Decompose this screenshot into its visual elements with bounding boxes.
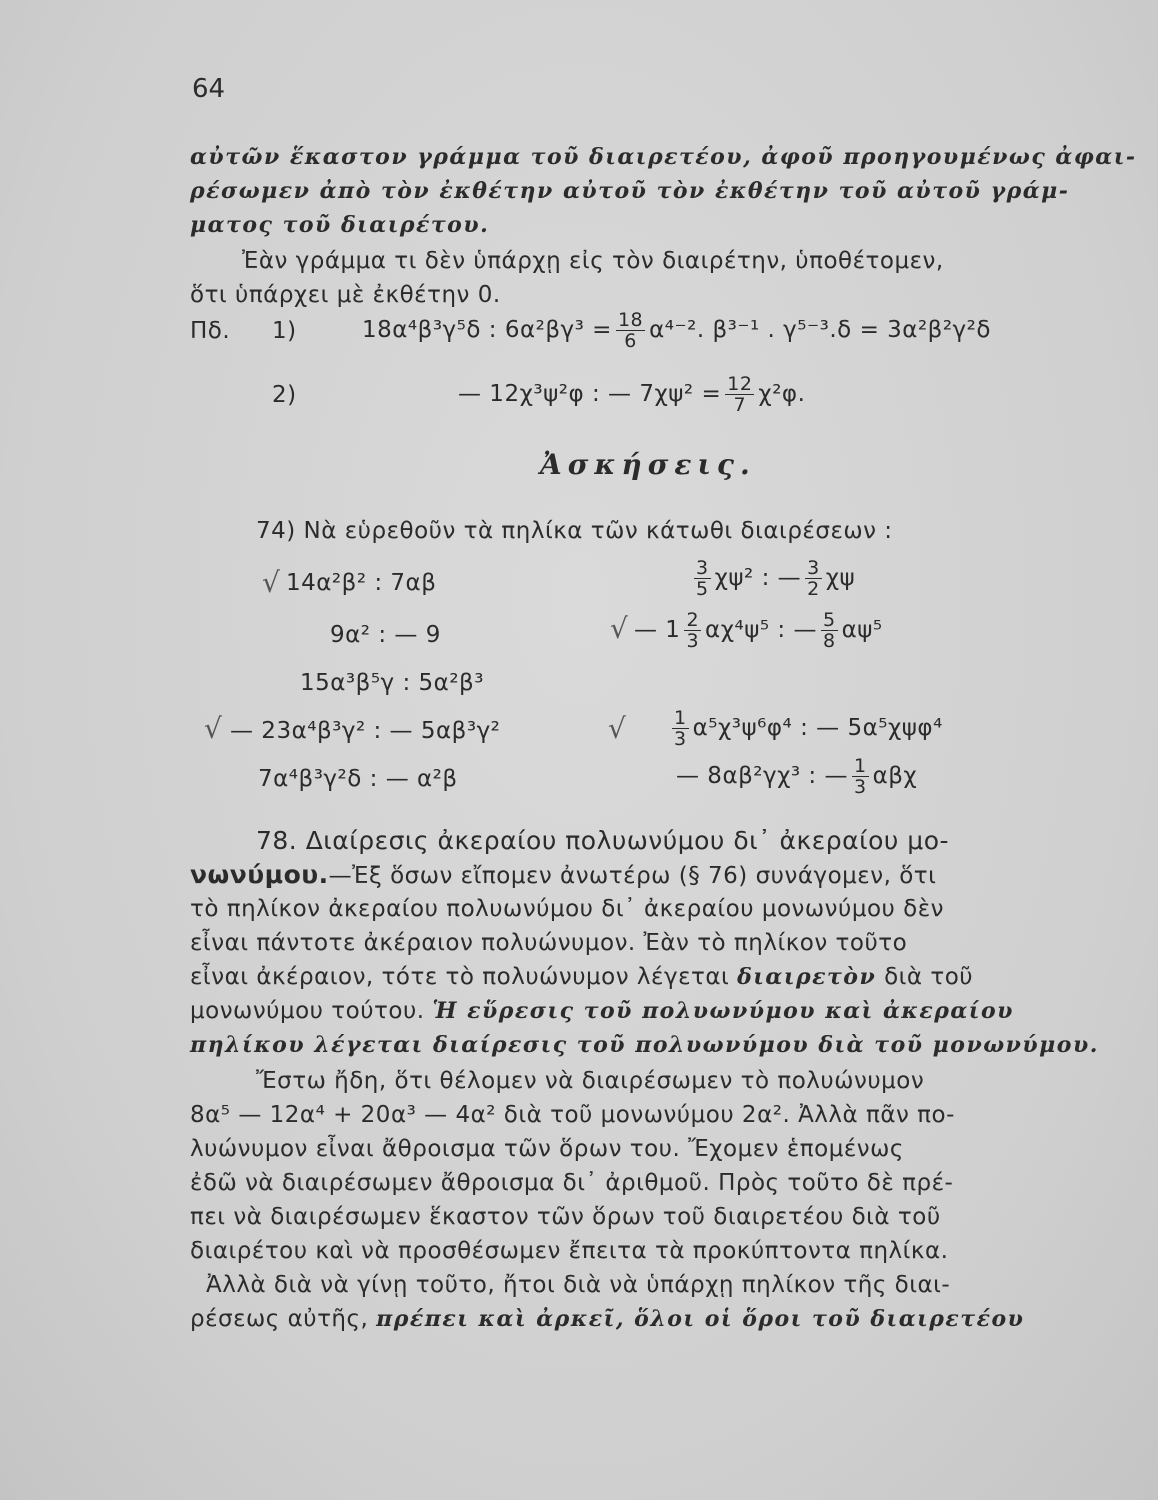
- equation-right: α⁴⁻². β³⁻¹ . γ⁵⁻³.δ = 3α²β²γ²δ: [649, 317, 991, 343]
- text-line: Ἀλλὰ διὰ νὰ γίνῃ τοῦτο, ἤτοι διὰ νὰ ὑπάρχῃ πηλίκον τῆς διαι-: [206, 1272, 951, 1298]
- fraction: $\frac{18}{6}$: [617, 309, 644, 352]
- exercise-item: 15α³β⁵γ : 5α²β³: [300, 670, 484, 696]
- text-line: λυώνυμον εἶναι ἄθροισμα τῶν ὅρων του. Ἔχομεν ἑπομένως: [190, 1136, 904, 1162]
- example-label: Πδ.: [190, 318, 231, 344]
- fraction: $\frac{12}{7}$: [727, 373, 753, 416]
- emphasis-line: πηλίκου λέγεται διαίρεσις τοῦ πολυωνύμου διὰ τοῦ μονωνύμου.: [190, 1032, 1099, 1058]
- check-mark: √: [610, 612, 628, 645]
- equation-right: χ²φ.: [758, 381, 806, 407]
- example-equation: [458, 374, 805, 415]
- check-mark: √: [262, 566, 280, 599]
- exercise-item: 14α²β² : 7αβ: [286, 570, 437, 596]
- text-line: εἶναι ἀκέραιον, τότε τὸ πολυώνυμον λέγεται διαιρετὸν διὰ τοῦ: [190, 964, 974, 990]
- exercise-item: $\frac{3}{5}$ χψ² : — $\frac{3}{2}$ χψ: [696, 557, 856, 600]
- fraction: $\frac{2}{3}$: [686, 609, 700, 652]
- fraction: $\frac{5}{8}$: [822, 609, 836, 652]
- exercise-item: — 1 $\frac{2}{3}$ αχ⁴ψ⁵ : — $\frac{5}{8}$ αψ⁵: [634, 609, 883, 652]
- emphasis: πρέπει καὶ ἀρκεῖ, ὅλοι οἱ ὅροι τοῦ διαιρετέου: [376, 1306, 1025, 1332]
- fraction: $\frac{1}{3}$: [674, 707, 687, 750]
- section-heading-cont: νωνύμου.: [190, 860, 329, 889]
- page-number: 64: [192, 74, 226, 104]
- exercise-item: — 8αβ²γχ³ : — $\frac{1}{3}$ αβχ: [676, 755, 918, 798]
- fraction: $\frac{3}{2}$: [807, 557, 820, 600]
- text-line: εἶναι πάντοτε ἀκέραιον πολυώνυμον. Ἐὰν τὸ πηλίκον τοῦτο: [190, 930, 908, 956]
- exercise-item: — 23α⁴β³γ² : — 5αβ³γ²: [230, 718, 501, 744]
- text-line: μονωνύμου τούτου. Ἡ εὕρεσις τοῦ πολυωνύμου καὶ ἀκεραίου: [190, 998, 1014, 1024]
- fraction: $\frac{1}{3}$: [854, 755, 867, 798]
- fraction: $\frac{3}{5}$: [696, 557, 709, 600]
- equation-left: 18α⁴β³γ⁵δ : 6α²βγ³ =: [362, 317, 612, 343]
- exercise-item: 7α⁴β³γ²δ : — α²β: [258, 766, 458, 792]
- text-line: Ἐὰν γράμμα τι δὲν ὑπάρχῃ εἰς τὸν διαιρέτην, ὑποθέτομεν,: [242, 248, 944, 274]
- emphasis: διαιρετὸν: [737, 964, 877, 990]
- example-equation: [362, 310, 991, 351]
- text-line: Ἔστω ἤδη, ὅτι θέλομεν νὰ διαιρέσωμεν τὸ πολυώνυμον: [256, 1068, 925, 1094]
- exercise-item: $\frac{1}{3}$ α⁵χ³ψ⁶φ⁴ : — 5α⁵χψφ⁴: [674, 707, 943, 750]
- text-line: τὸ πηλίκον ἀκεραίου πολυωνύμου δι᾽ ἀκεραίου μονωνύμου δὲν: [190, 896, 944, 922]
- check-mark: √: [204, 712, 222, 745]
- text-line: ρέσωμεν ἀπὸ τὸν ἐκθέτην αὐτοῦ τὸν ἐκθέτην τοῦ αὐτοῦ γράμ-: [190, 178, 1070, 204]
- check-mark: √: [608, 712, 626, 745]
- text-line: ρέσεως αὐτῆς, πρέπει καὶ ἀρκεῖ, ὅλοι οἱ ὅροι τοῦ διαιρετέου: [190, 1306, 1025, 1332]
- exercise-prompt: 74) Νὰ εὑρεθοῦν τὰ πηλίκα τῶν κάτωθι διαιρέσεων :: [256, 518, 893, 544]
- equation-left: — 12χ³ψ²φ : — 7χψ² =: [458, 381, 722, 407]
- section-heading: 78. Διαίρεσις ἀκεραίου πολυωνύμου δι᾽ ἀκεραίου μο-: [256, 826, 950, 855]
- text-line: ἐδῶ νὰ διαιρέσωμεν ἄθροισμα δι᾽ ἀριθμοῦ. Πρὸς τοῦτο δὲ πρέ-: [190, 1170, 954, 1196]
- text-line: ματος τοῦ διαιρέτου.: [190, 212, 490, 238]
- text-line: νωνύμου.—Ἐξ ὅσων εἴπομεν ἀνωτέρω (§ 76) συνάγομεν, ὅτι: [190, 860, 937, 889]
- text-line: πει νὰ διαιρέσωμεν ἕκαστον τῶν ὅρων τοῦ διαιρετέου διὰ τοῦ: [190, 1204, 941, 1230]
- example-number: 1): [272, 318, 297, 344]
- text-line: ὅτι ὑπάρχει μὲ ἐκθέτην 0.: [190, 282, 501, 308]
- text-line: αὐτῶν ἕκαστον γράμμα τοῦ διαιρετέου, ἀφοῦ προηγουμένως ἀφαι-: [190, 144, 1137, 170]
- text-line: 8α⁵ — 12α⁴ + 20α³ — 4α² διὰ τοῦ μονωνύμου 2α². Ἀλλὰ πᾶν πο-: [190, 1102, 955, 1128]
- example-number: 2): [272, 382, 297, 408]
- text-line: διαιρέτου καὶ νὰ προσθέσωμεν ἔπειτα τὰ προκύπτοντα πηλίκα.: [190, 1238, 949, 1264]
- exercise-item: 9α² : — 9: [330, 622, 441, 648]
- exercises-heading: Ἀσκήσεις.: [540, 448, 756, 481]
- emphasis: Ἡ εὕρεσις τοῦ πολυωνύμου καὶ ἀκεραίου: [432, 998, 1014, 1024]
